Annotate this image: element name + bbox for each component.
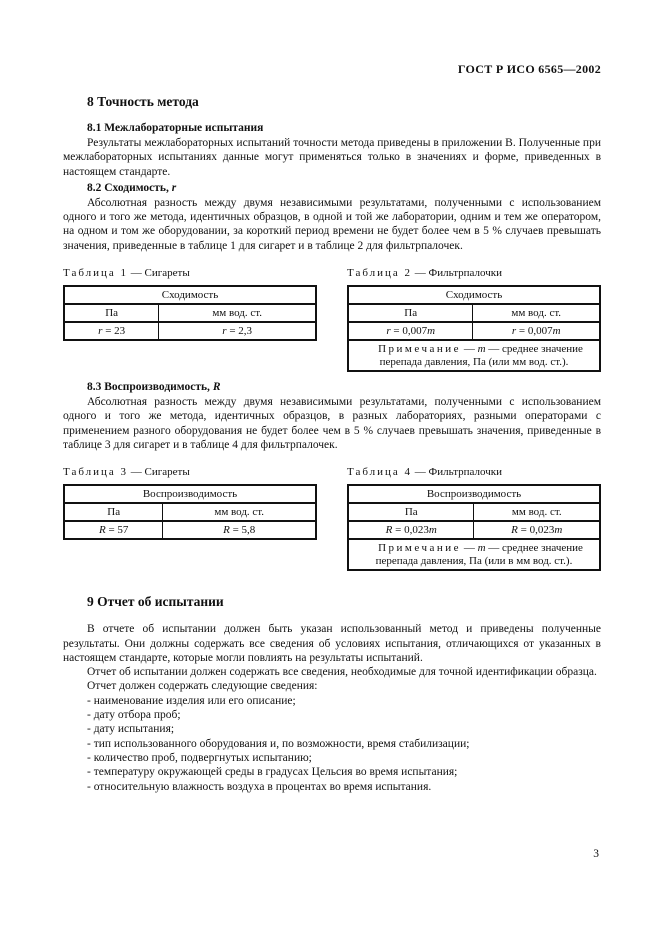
table-4-note (348, 539, 600, 570)
table-3-col-pa: Па (64, 503, 163, 521)
table-2 (347, 285, 601, 372)
m-symbol: m (552, 325, 561, 338)
table-4-caption-label: Таблица 4 (347, 466, 413, 479)
section-9-paragraph-3: Отчет должен содержать следующие сведения: (87, 680, 318, 693)
table-3-value-mm-text: = 5,8 (229, 524, 256, 537)
section-8-3-title-text: 8.3 Воспроизводимость, (87, 381, 213, 394)
table-3-value-pa (64, 521, 163, 539)
table-4-caption (347, 465, 601, 479)
table-2-value-pa (348, 322, 473, 340)
note-separator: — (461, 343, 478, 356)
page-number: 3 (593, 848, 599, 860)
R-symbol: R (385, 524, 393, 537)
table-1-col-mm: мм вод. ст. (159, 304, 316, 322)
table-2-block (347, 266, 601, 372)
table-3-caption-rest: — Сигареты (128, 466, 190, 479)
section-8-title: 8 Точность метода (87, 94, 199, 109)
table-1-block (63, 266, 317, 341)
r-symbol: r (222, 325, 227, 338)
table-1-value-mm-text: = 2,3 (226, 325, 253, 338)
R-symbol: R (98, 524, 106, 537)
report-list-item: - температуру окружающей среды в градусах Цельсия во время испытания; (87, 766, 458, 779)
section-8-3-paragraph: Абсолютная разность между двумя независимыми результатами, полученными с использованием одного и того же метода, идентичных образцов, в разных лабораториях, разными операторами с применением разного оборудования не будет более чем в 5 % случаев превышать значения, приведенные в таблице 3 для сигарет и в таблице 4 для фильтрпалочек. (63, 396, 601, 451)
table-3 (63, 484, 317, 540)
table-4-value-mm (474, 521, 600, 539)
table-1-value-mm (159, 322, 316, 340)
table-2-span-header: Сходимость (348, 286, 600, 304)
table-4-col-mm: мм вод. ст. (474, 503, 600, 521)
table-3-caption (63, 465, 317, 479)
r-symbol: r (98, 325, 103, 338)
table-2-value-mm-text: = 0,007 (516, 325, 553, 338)
report-list-item: - тип использованного оборудования и, по возможности, время стабилизации; (87, 737, 470, 750)
table-3-value-pa-text: = 57 (105, 524, 129, 537)
R-symbol: R (511, 524, 518, 537)
table-1-caption-rest: — Сигареты (128, 267, 190, 280)
r-symbol: r (511, 325, 517, 338)
section-8-1-title: 8.1 Межлабораторные испытания (87, 122, 264, 134)
table-4 (347, 484, 601, 571)
page-content (63, 62, 601, 794)
table-1-caption-label: Таблица 1 (63, 267, 129, 280)
table-3-span-header: Воспроизводимость (64, 485, 316, 503)
tables-row-1 (63, 266, 601, 372)
repeatability-symbol: r (171, 181, 177, 194)
table-4-caption-rest: — Фильтрпалочки (412, 466, 502, 479)
table-2-col-pa: Па (348, 304, 473, 322)
document-code-header: ГОСТ Р ИСО 6565—2002 (457, 62, 601, 76)
tables-row-2 (63, 465, 601, 571)
table-1 (63, 285, 317, 341)
table-2-value-pa-text: = 0,007 (390, 325, 428, 338)
table-1-value-pa (64, 322, 159, 340)
note-separator: — (461, 542, 478, 555)
table-1-caption (63, 266, 317, 280)
table-1-span-header: Сходимость (64, 286, 316, 304)
table-2-col-mm: мм вод. ст. (473, 304, 600, 322)
table-3-col-mm: мм вод. ст. (163, 503, 316, 521)
table-2-caption (347, 266, 601, 280)
note-text: — среднее значение перепада давления, Па (или в мм вод. ст.). (375, 542, 583, 567)
table-2-note (348, 340, 600, 371)
note-label: Примечание (378, 343, 462, 356)
m-symbol: m (427, 325, 436, 338)
section-9-paragraph-2: Отчет об испытании должен содержать все сведения, необходимые для точной идентификации образца. (87, 666, 597, 679)
note-label: Примечание (378, 542, 462, 555)
table-2-caption-label: Таблица 2 (347, 267, 413, 280)
m-symbol: m (428, 524, 437, 537)
table-1-value-pa-text: = 23 (102, 325, 126, 338)
R-symbol: R (223, 524, 230, 537)
section-8-2-title-text: 8.2 Сходимость, (87, 181, 172, 194)
table-4-span-header: Воспроизводимость (348, 485, 600, 503)
table-4-block (347, 465, 601, 571)
table-4-col-pa: Па (348, 503, 474, 521)
table-3-block (63, 465, 317, 540)
reproducibility-symbol: R (212, 381, 221, 394)
section-8-1-paragraph: Результаты межлабораторных испытаний точности метода приведены в приложении В. Полученные при межлабораторных испытаниях данные могут применяться только в значениях и форме, приведенных в настоящем стандарте. (63, 137, 601, 178)
note-text: — среднее значение перепада давления, Па (или мм вод. ст.). (379, 343, 583, 368)
report-list-item: - дату испытания; (87, 723, 175, 736)
section-8-2-paragraph: Абсолютная разность между двумя независимыми результатами, полученными с использованием одного и того же метода, идентичных образцов, в одной и той же лаборатории, одним и тем же оператором, на одном и том же оборудовании, за короткий период времени не будет более чем в 5 % случаев превышать значения, приведенные в таблице 1 для сигарет и в таблице 2 для фильтрпалочек. (63, 196, 601, 252)
m-symbol: m (554, 524, 563, 537)
report-list-item: - дату отбора проб; (87, 709, 181, 722)
table-4-value-pa (348, 521, 474, 539)
m-symbol: m (477, 343, 486, 356)
table-3-caption-label: Таблица 3 (63, 466, 129, 479)
table-4-value-mm-text: = 0,023 (517, 524, 555, 537)
report-list-item: - наименование изделия или его описание; (87, 694, 296, 707)
table-2-caption-rest: — Фильтрпалочки (412, 267, 502, 280)
section-9-title: 9 Отчет об испытании (87, 594, 224, 610)
section-8-3-title (87, 380, 601, 395)
m-symbol: m (477, 542, 486, 555)
table-3-value-mm (163, 521, 316, 539)
table-2-value-mm (473, 322, 600, 340)
section-9-paragraph-1: В отчете об испытании должен быть указан использованный метод и приведены полученные результаты. Они должны содержать все сведения об условиях испытания, отличающихся от указанных в настоящем стандарте, которые могли повлиять на результаты испытаний. (63, 623, 601, 664)
table-1-col-pa: Па (64, 304, 159, 322)
r-symbol: r (386, 325, 391, 338)
section-8-2-title (87, 181, 601, 196)
report-list-item: - количество проб, подвергнутых испытанию; (87, 751, 312, 764)
table-4-value-pa-text: = 0,023 (392, 524, 429, 537)
report-list-item: - относительную влажность воздуха в процентах во время испытания. (87, 780, 432, 793)
